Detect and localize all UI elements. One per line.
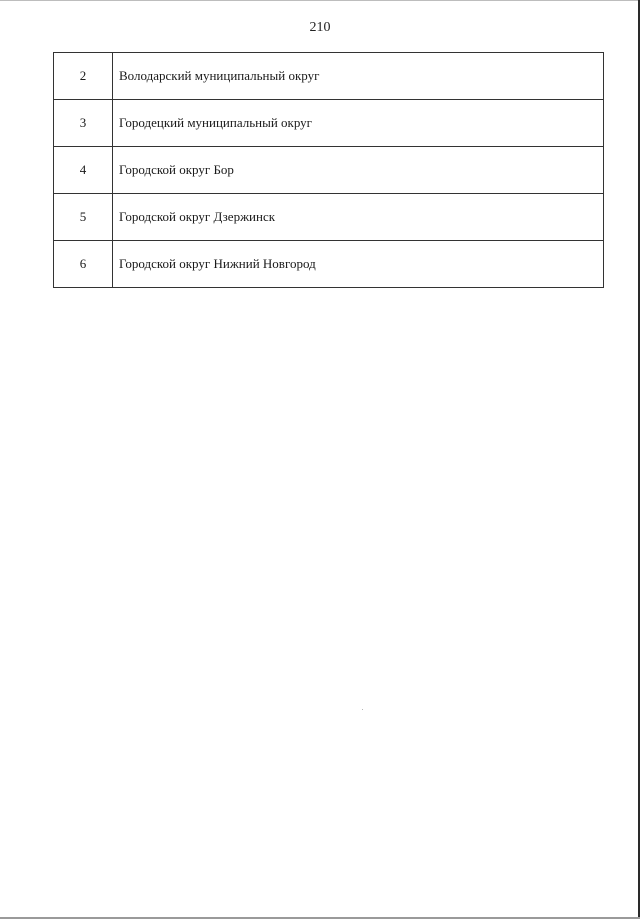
district-name: Городской округ Нижний Новгород bbox=[113, 241, 604, 288]
table-row bbox=[54, 241, 604, 288]
row-number: 2 bbox=[54, 53, 113, 100]
scan-edge-top bbox=[0, 0, 640, 1]
table-row bbox=[54, 147, 604, 194]
district-name: Володарский муниципальный округ bbox=[113, 53, 604, 100]
row-number: 6 bbox=[54, 241, 113, 288]
district-name: Городской округ Бор bbox=[113, 147, 604, 194]
table-row bbox=[54, 194, 604, 241]
district-name: Городецкий муниципальный округ bbox=[113, 100, 604, 147]
district-name: Городской округ Дзержинск bbox=[113, 194, 604, 241]
table-row bbox=[54, 53, 604, 100]
row-number: 3 bbox=[54, 100, 113, 147]
table-row bbox=[54, 100, 604, 147]
row-number: 4 bbox=[54, 147, 113, 194]
scan-speck bbox=[362, 709, 363, 710]
page-number: 210 bbox=[309, 20, 331, 35]
row-number: 5 bbox=[54, 194, 113, 241]
districts-table bbox=[53, 52, 604, 288]
